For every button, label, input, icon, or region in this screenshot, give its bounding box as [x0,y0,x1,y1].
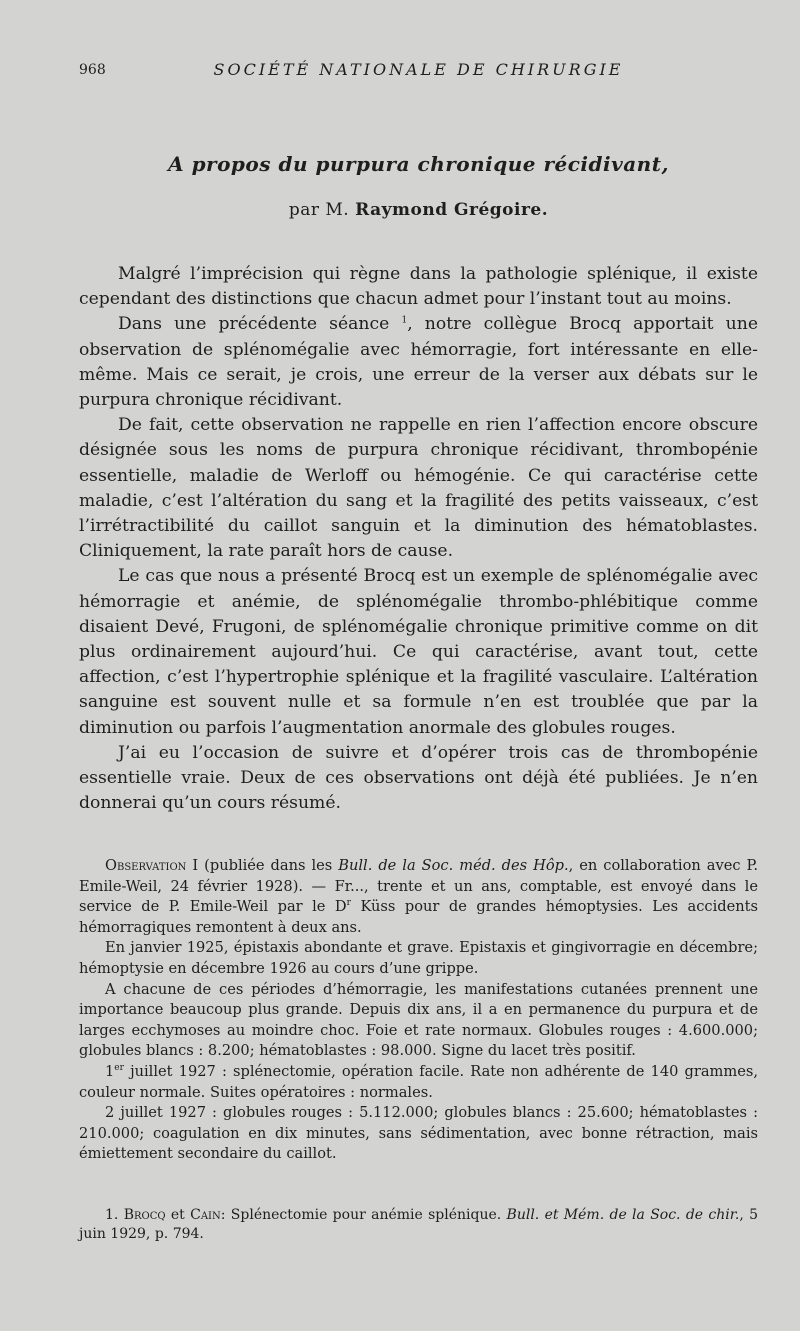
journal-reference: Bull. de la Soc. méd. des Hôp. [338,857,569,874]
observation-paragraph-3: A chacune de ces périodes d’hémorragie, les manifestations cutanées prennent une importance beaucoup plus grande. Depuis dix ans, il a en permanence du purpura et de larges ecchymoses au moindre choc. Foie et rate normaux. Globules rouges : 4.600.000; globules blancs : 8.200; hématoblastes : 98.000. Signe du lacet très positif. [79,980,758,1060]
observation-label: Observation I [105,857,199,874]
observation-paragraph-4 [79,1062,758,1103]
paragraph-2 [79,312,758,413]
footnote-source: Bull. et Mém. de la Soc. de chir. [506,1207,740,1223]
footnote-number: 1. [105,1207,119,1223]
paragraph-2-start: Dans une précédente séance [118,314,390,335]
journal-title: SOCIÉTÉ NATIONALE DE CHIRURGIE [213,60,624,79]
observation-notes [79,856,758,1165]
paragraph-2-rest: , notre collègue Brocq apportait une observation de splénomégalie avec hémorragie, fort intéressante en elle-même. Mais ce serait, je crois, une erreur de la verser aux débats sur le purpura chronique récidivant. [79,314,758,411]
footnote-mark: 1 [401,315,408,326]
footnote-author: Brocq [123,1207,166,1223]
footnote [79,1206,758,1244]
observation-text: 1 [105,1062,115,1080]
observation-text: juillet 1927 : splénectomie, opération facile. Rate non adhérente de 140 grammes, couleur normale. Suites opératoires : normales. [79,1062,758,1101]
superscript: r [346,898,351,909]
article-body [79,262,758,816]
observation-paragraph-2: En janvier 1925, épistaxis abondante et grave. Epistaxis et gingivorragie en décembre; hémoptysie en décembre 1926 au cours d’une grippe. [79,939,758,977]
running-head [79,60,758,82]
paragraph-4: Le cas que nous a présenté Brocq est un exemple de splénomégalie avec hémorragie et anémie, de splénomégalie thrombo-phlébitique comme disaient Devé, Frugoni, de splénomégalie chronique primitive comme on dit plus ordinairement aujourd’hui. Ce qui caractérise, avant tout, cette affection, c’est l’hypertrophie splénique et la fragilité vasculaire. L’altération sanguine est souvent nulle et sa formule n’en est troublée que par la diminution ou parfois l’augmentation anormale des globules rouges. [79,566,758,738]
footnote-text: : Splénectomie pour anémie splénique. [220,1207,507,1223]
observation-text: (publiée dans les [198,857,339,874]
article-title: A propos du purpura chronique récidivant, [168,152,669,176]
observation-text: , en collaboration avec P. Emile-Weil, 24 février 1928). — Fr..., trente et un ans, comptable, est envoyé dans le service de P. Emile-Weil par le D [79,857,759,916]
byline-prefix: par M. [288,200,350,220]
footnote-text: , 5 juin 1929, p. 794. [79,1207,759,1242]
footnote-text: et [165,1207,191,1223]
byline [79,200,758,220]
footnote-author: Cain [190,1207,221,1223]
superscript: er [114,1063,124,1074]
observation-paragraph-1 [79,856,758,938]
observation-text: Küss pour de grandes hémoptysies. Les accidents hémorragiques remontent à deux ans. [79,898,758,936]
observation-paragraph-5: 2 juillet 1927 : globules rouges : 5.112.000; globules blancs : 25.600; hématoblastes : 210.000; coagulation en dix minutes, sans sédimentation, avec bonne rétraction, mais émiettement secondaire du caillot. [79,1104,758,1163]
author-name: Raymond Grégoire. [355,200,549,220]
paragraph-5: J’ai eu l’occasion de suivre et d’opérer trois cas de thrombopénie essentielle vraie. Deux de ces observations ont déjà été publiées. Je n’en donnerai qu’un cours résumé. [79,742,758,814]
paragraph-3: De fait, cette observation ne rappelle en rien l’affection encore obscure désignée sous les noms de purpura chronique récidivant, thrombopénie essentielle, maladie de Werloff ou hémogénie. Ce qui caractérise cette maladie, c’est l’altération du sang et la fragilité des petits vaisseaux, c’est l’irrétractibilité du caillot sanguin et la diminution des hématoblastes. Cliniquement, la rate paraît hors de cause. [79,415,758,562]
page-number: 968 [79,62,106,78]
paragraph-1: Malgré l’imprécision qui règne dans la pathologie splénique, il existe cependant des distinctions que chacun admet pour l’instant tout au moins. [79,264,758,310]
